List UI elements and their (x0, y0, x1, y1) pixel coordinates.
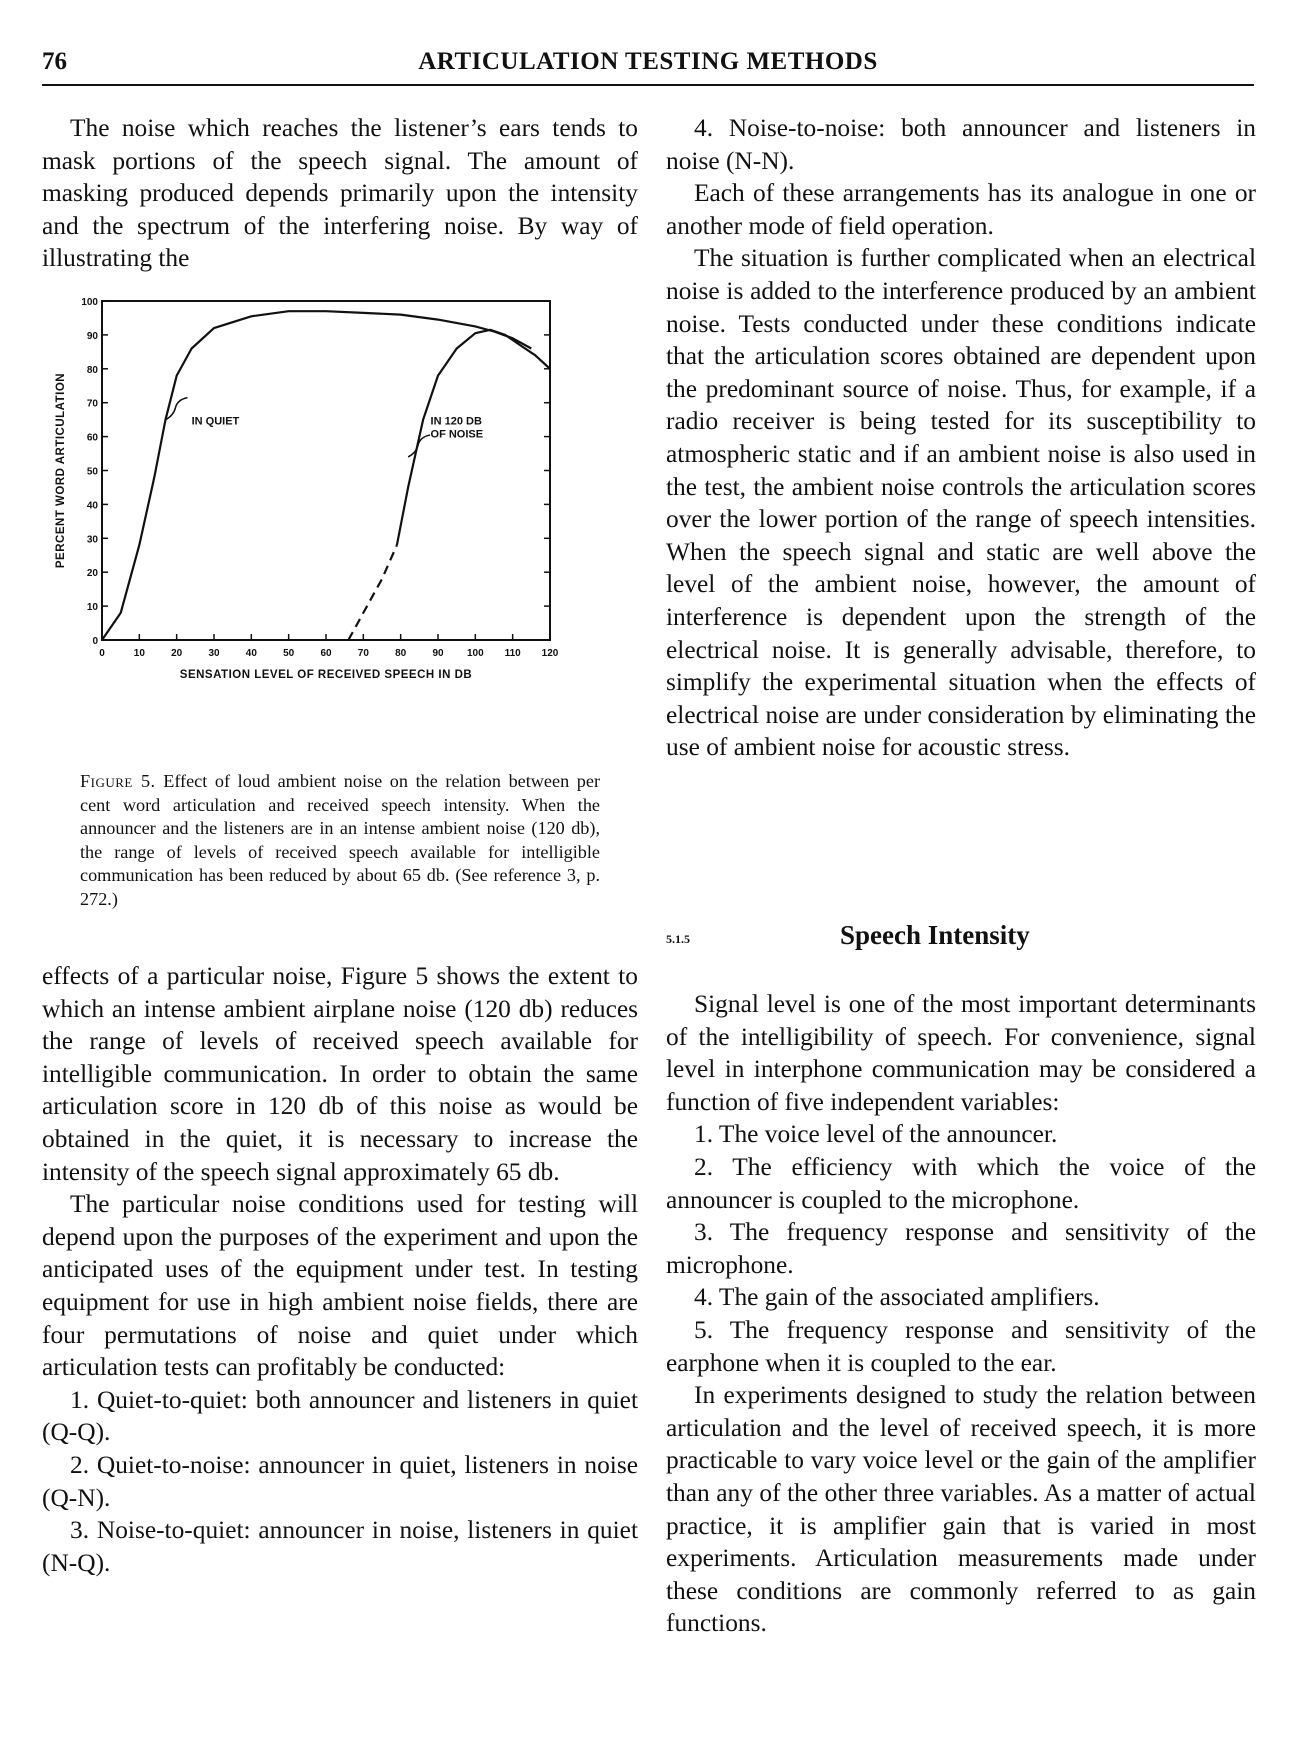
y-axis-label: PERCENT WORD ARTICULATION (55, 372, 67, 569)
section-heading: Speech Intensity (840, 920, 1030, 950)
x-tick-label: 120 (541, 648, 559, 659)
list-item: 5. The frequency response and sensitivity of the earphone when it is coupled to the ear. (666, 1315, 1256, 1377)
x-tick-label: 50 (283, 648, 295, 659)
plot-frame (102, 301, 550, 640)
caption-label: Figure 5. (80, 771, 156, 791)
x-tick-label: 70 (357, 648, 369, 659)
series-label-noise-line2: OF NOISE (430, 428, 484, 441)
list-item: 1. Quiet-to-quiet: both announcer and listeners in quiet (Q-Q). (42, 1385, 638, 1447)
list-item: 4. The gain of the associated amplifiers. (694, 1283, 1100, 1312)
list-item: 4. Noise-to-noise: both announcer and listeners in noise (N-N). (666, 114, 1256, 175)
paragraph: effects of a particular noise, Figure 5 shows the extent to which an intense ambient airplane noise (120 db) reduces the range of levels of received speech available for intelligible communication. In order to obtain the same articulation score in 120 db of this noise as would be obtained in the quiet, it is necessary to increase the intensity of the speech signal approximately 65 db. (42, 962, 638, 1186)
left-column-bottom (42, 960, 638, 1579)
x-axis-label: SENSATION LEVEL OF RECEIVED SPEECH IN DB (179, 669, 473, 681)
x-tick-label: 40 (245, 648, 257, 659)
articulation-chart (42, 295, 638, 765)
x-tick-label: 20 (171, 648, 183, 659)
right-column-top (666, 112, 1256, 764)
y-tick-label: 0 (92, 636, 98, 647)
paragraph: In experiments designed to study the relation between articulation and the level of received speech, it is more practicable to vary voice level or the gain of the amplifier than any of the other three variables. As a matter of actual practice, it is amplifier gain that is varied in most experiments. Articulation measurements made under these conditions are commonly referred to as gain functions. (666, 1381, 1256, 1638)
y-tick-label: 20 (86, 568, 98, 580)
right-column-bottom (666, 988, 1256, 1640)
y-tick-label: 30 (86, 534, 98, 546)
list-item: 2. The efficiency with which the voice of the announcer is coupled to the microphone. (666, 1152, 1256, 1214)
x-tick-label: 30 (208, 648, 220, 659)
y-tick-label: 80 (86, 364, 98, 376)
section-number: 5.1.5 (666, 932, 690, 946)
x-tick-label: 80 (395, 648, 407, 659)
paragraph: The particular noise conditions used for testing will depend upon the purposes of the experiment and upon the anticipated uses of the equipment under test. In testing equipment for use in high ambient noise fields, there are four permutations of noise and quiet under which articulation tests can profitably be conducted: (42, 1190, 638, 1382)
paragraph: Each of these arrangements has its analogue in one or another mode of field operation. (666, 179, 1256, 240)
y-tick-label: 70 (86, 398, 98, 410)
list-item: 3. Noise-to-quiet: announcer in noise, listeners in quiet (N-Q). (42, 1516, 638, 1577)
paragraph: The situation is further complicated when an electrical noise is added to the interference produced by an ambient noise. Tests conducted under these conditions indicate that the articulation scores obtained are dependent upon the predominant source of noise. Thus, for example, if a radio receiver is being tested for its susceptibility to atmospheric static and if an ambient noise is also used in the test, the ambient noise controls the articulation scores over the lower portion of the range of speech intensities. When the speech signal and static are well above the level of the ambient noise, however, the amount of interference is dependent upon the strength of the electrical noise. It is generally advisable, therefore, to simplify the experimental situation when the effects of electrical noise are under consideration by eliminating the use of ambient noise for acoustic stress. (666, 244, 1256, 762)
x-tick-label: 0 (99, 648, 105, 659)
series-label-noise-line1: IN 120 DB (430, 415, 482, 428)
x-tick-label: 10 (133, 648, 145, 659)
y-tick-label: 40 (86, 500, 98, 512)
x-tick-label: 60 (320, 648, 332, 659)
figure-caption (80, 770, 600, 912)
caption-text: Effect of loud ambient noise on the relation between per cent word articulation and received speech intensity. When the announcer and the listeners are in an intense ambient noise (120 db), the range of levels of received speech available for intelligible communication has been reduced by about 65 db. (See reference 3, p. 272.) (80, 771, 600, 909)
series-line-0 (102, 311, 531, 640)
x-tick-label: 110 (504, 648, 521, 659)
paragraph: The noise which reaches the listener’s ears tends to mask portions of the speech signal. The amount of masking produced depends primarily upon the intensity and the spectrum of the interfering noise. By way of illustrating the (42, 114, 638, 273)
paragraph: Signal level is one of the most important determinants of the intelligibility of speech. For convenience, signal level in interphone communication may be considered a function of five independent variables: (666, 990, 1256, 1116)
y-tick-label: 90 (86, 330, 98, 342)
y-tick-label: 60 (86, 432, 98, 444)
x-tick-label: 100 (466, 648, 484, 659)
figure-5 (42, 295, 638, 765)
list-item: 3. The frequency response and sensitivity of the microphone. (666, 1218, 1256, 1279)
y-tick-label: 10 (86, 602, 98, 614)
running-title: ARTICULATION TESTING METHODS (418, 48, 878, 75)
list-item: 1. The voice level of the announcer. (694, 1120, 1058, 1149)
y-tick-label: 100 (81, 297, 98, 308)
series-label-quiet: IN QUIET (191, 415, 240, 428)
list-item: 2. Quiet-to-noise: announcer in quiet, listeners in noise (Q-N). (42, 1450, 638, 1512)
y-tick-label: 50 (86, 466, 98, 478)
page-number: 76 (42, 48, 67, 75)
series-line-1 (348, 545, 397, 640)
x-tick-label: 90 (432, 648, 444, 659)
left-column-top (42, 112, 638, 275)
running-header (42, 40, 1254, 86)
